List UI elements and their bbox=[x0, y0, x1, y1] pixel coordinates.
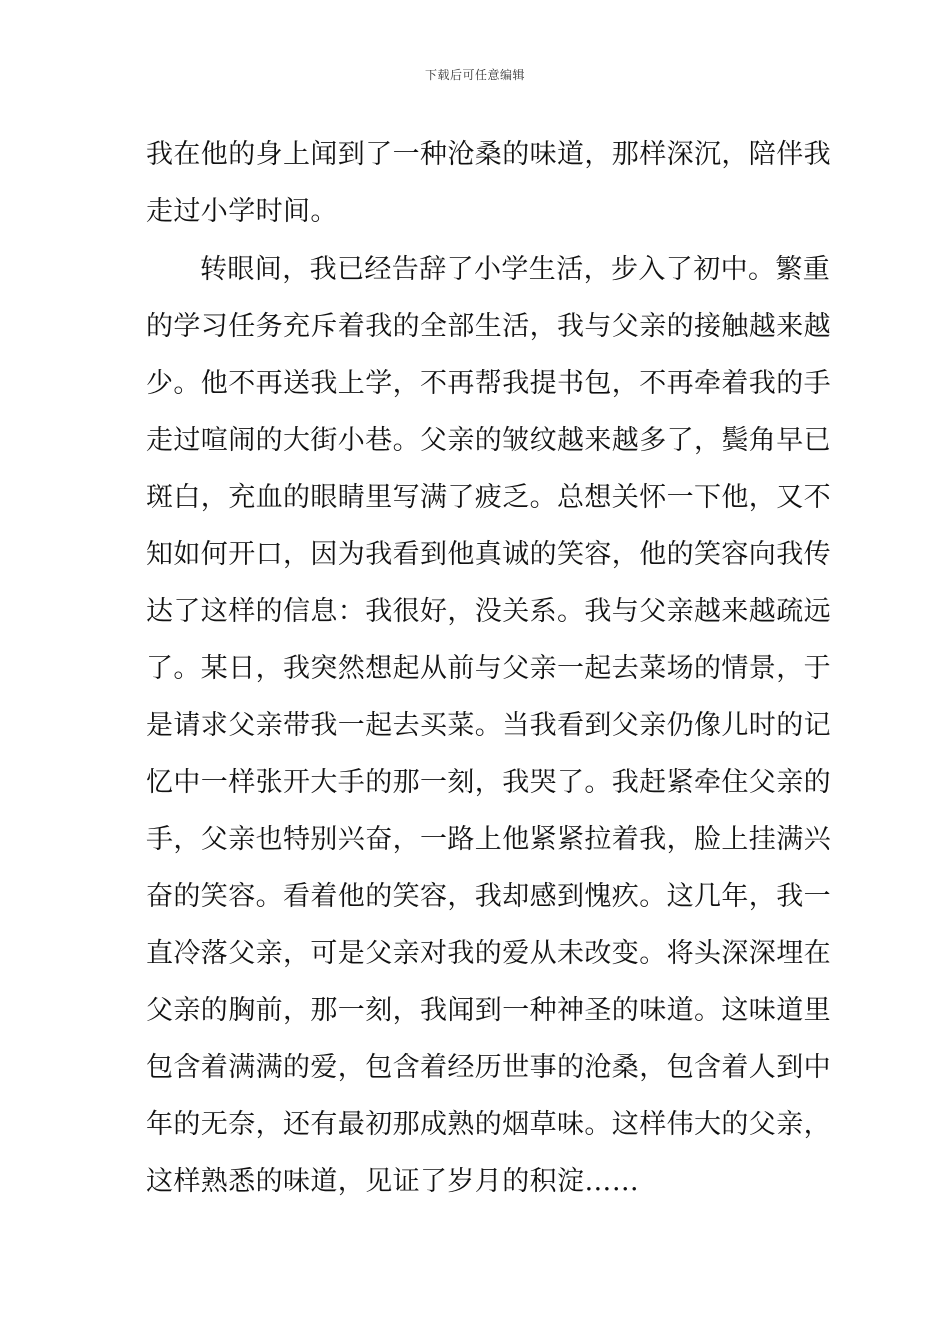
text-line: 达了这样的信息：我很好，没关系。我与父亲越来越疏远 bbox=[146, 596, 831, 627]
text-line: 手，父亲也特别兴奋，一路上他紧紧拉着我，脸上挂满兴 bbox=[146, 824, 831, 855]
text-line: 包含着满满的爱，包含着经历世事的沧桑，包含着人到中 bbox=[146, 1052, 831, 1083]
paragraph-1 bbox=[146, 126, 831, 240]
text-line: 奋的笑容。看着他的笑容，我却感到愧疚。这几年，我一 bbox=[146, 881, 831, 912]
text-line: 的学习任务充斥着我的全部生活，我与父亲的接触越来越 bbox=[146, 311, 831, 342]
text-line: 知如何开口，因为我看到他真诚的笑容，他的笑容向我传 bbox=[146, 539, 831, 570]
text-line: 忆中一样张开大手的那一刻，我哭了。我赶紧牵住父亲的 bbox=[146, 767, 831, 798]
paragraph-2 bbox=[146, 241, 831, 1210]
body-text bbox=[146, 126, 831, 1210]
text-line: 直冷落父亲，可是父亲对我的爱从未改变。将头深深埋在 bbox=[146, 938, 831, 969]
text-line: 走过小学时间。 bbox=[146, 196, 338, 227]
text-line: 走过喧闹的大街小巷。父亲的皱纹越来越多了，鬓角早已 bbox=[146, 425, 831, 456]
text-line: 我在他的身上闻到了一种沧桑的味道，那样深沉，陪伴我 bbox=[146, 139, 831, 170]
text-line: 年的无奈，还有最初那成熟的烟草味。这样伟大的父亲， bbox=[146, 1109, 831, 1140]
text-line: 是请求父亲带我一起去买菜。当我看到父亲仍像儿时的记 bbox=[146, 710, 831, 741]
text-line: 斑白，充血的眼睛里写满了疲乏。总想关怀一下他，又不 bbox=[146, 482, 831, 513]
header-note: 下载后可任意编辑 bbox=[424, 68, 525, 82]
text-line: 转眼间，我已经告辞了小学生活，步入了初中。繁重 bbox=[200, 254, 831, 285]
text-line: 了。某日，我突然想起从前与父亲一起去菜场的情景，于 bbox=[146, 653, 831, 684]
text-line: 这样熟悉的味道，见证了岁月的积淀…… bbox=[146, 1166, 640, 1197]
text-line: 少。他不再送我上学，不再帮我提书包，不再牵着我的手 bbox=[146, 368, 831, 399]
text-line: 父亲的胸前，那一刻，我闻到一种神圣的味道。这味道里 bbox=[146, 995, 831, 1026]
